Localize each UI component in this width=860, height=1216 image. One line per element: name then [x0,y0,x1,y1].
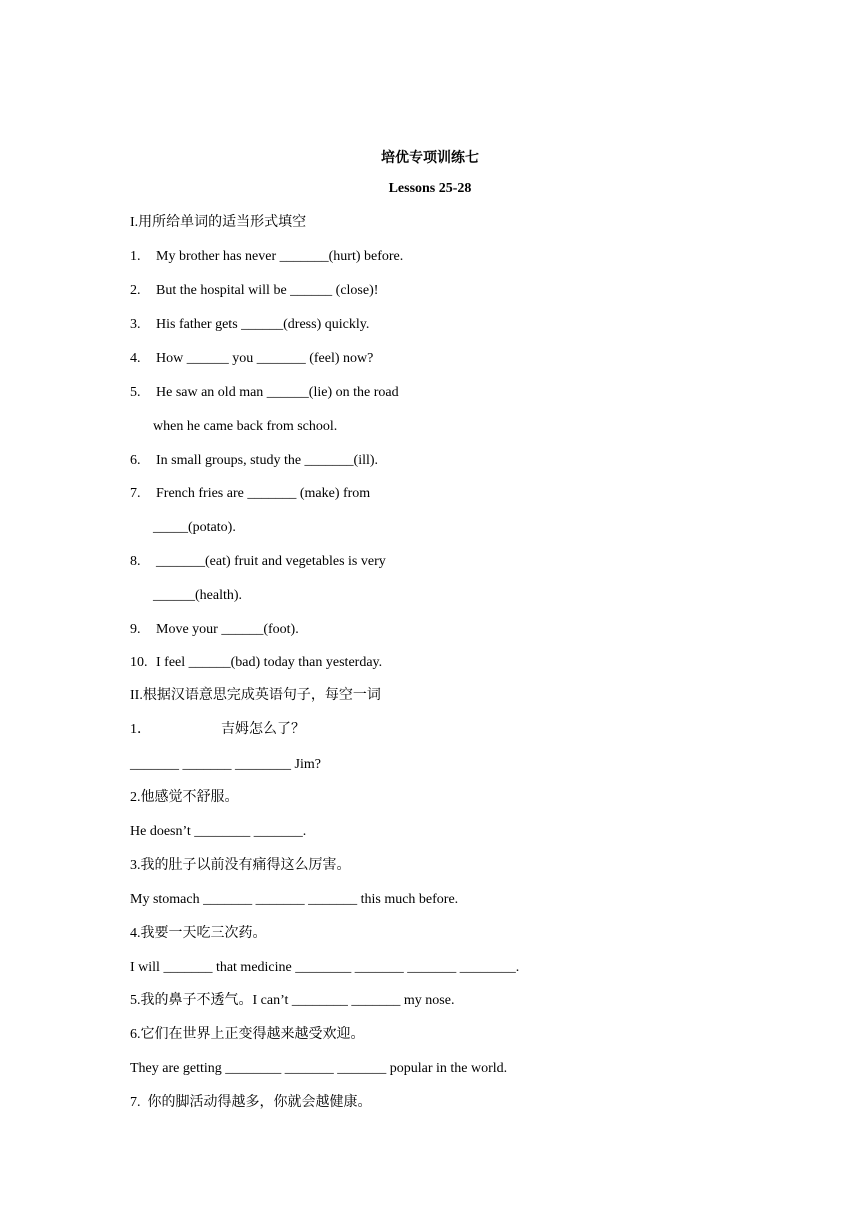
english-answer-line: They are getting ________ _______ _______ popular in the world. [130,1061,508,1076]
item-number: 1． [130,722,151,737]
english-answer-line: I will _______ that medicine ________ _______ _______ ________. [130,960,520,975]
item-number: 1. [130,249,141,264]
item-text: His father gets ______(dress) quickly. [156,317,370,332]
item-number: 8. [130,554,141,569]
item-text: How ______ you _______ (feel) now? [156,351,374,366]
item-text: I feel ______(bad) today than yesterday. [156,655,383,670]
item-number: 10. [130,655,148,670]
exercise-item [130,485,370,503]
english-answer-line: _______ _______ ________ Jim? [130,757,321,772]
item-text: French fries are _______ (make) from [156,486,371,501]
item-number: 6. [130,453,141,468]
translation-prompt: 5.我的鼻子不透气。I can’t ________ _______ my nose. [130,993,455,1008]
item-number: 7. [130,486,141,501]
section-heading-1: I.用所给单词的适当形式填空 [130,215,307,230]
page-subtitle: Lessons 25-28 [388,181,472,196]
item-text: But the hospital will be ______ (close)! [156,283,379,298]
translation-prompt: 7. 你的脚活动得越多，你就会越健康。 [130,1095,372,1110]
chinese-sentence: 吉姆怎么了？ [221,722,305,737]
exercise-item [130,621,299,639]
item-text: In small groups, study the _______(ill). [156,453,379,468]
exercise-item [130,452,378,470]
item-text: _______(eat) fruit and vegetables is very [156,554,386,569]
exercise-item [130,553,386,571]
item-text: My brother has never _______(hurt) before. [156,249,404,264]
exercise-item [130,654,382,672]
english-answer-line: My stomach _______ _______ _______ this much before. [130,892,459,907]
item-number: 9. [130,622,141,637]
exercise-item [130,350,373,368]
item-number: 4. [130,351,141,366]
page-title: 培优专项训练七 [381,151,479,166]
item-text: Move your ______(foot). [156,622,299,637]
exercise-item [130,282,378,300]
item-continuation: when he came back from school. [153,419,338,434]
item-continuation: ______(health). [153,588,243,603]
item-text: He saw an old man ______(lie) on the road [156,385,399,400]
item-number: 2. [130,283,141,298]
exercise-item [130,316,369,334]
translation-prompt [130,721,305,739]
item-continuation: _____(potato). [153,520,236,535]
translation-prompt: 4.我要一天吃三次药。 [130,926,267,941]
item-number: 5. [130,385,141,400]
translation-prompt: 6.它们在世界上正变得越来越受欢迎。 [130,1027,365,1042]
translation-prompt: 2.他感觉不舒服。 [130,790,239,805]
english-answer-line: He doesn’t ________ _______. [130,824,307,839]
exercise-item [130,248,403,266]
translation-prompt: 3.我的肚子以前没有痛得这么厉害。 [130,858,351,873]
item-number: 3. [130,317,141,332]
section-heading-2: II.根据汉语意思完成英语句子，每空一词 [130,688,381,703]
exercise-item [130,384,399,402]
